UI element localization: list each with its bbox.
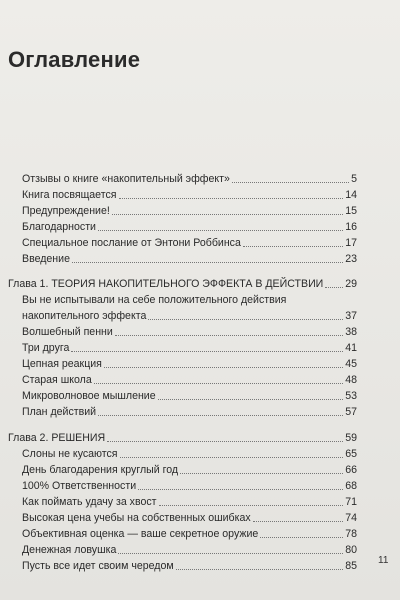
dot-leader [98, 230, 343, 231]
dot-leader [98, 415, 343, 416]
dot-leader [118, 553, 343, 554]
toc-entry-label: Цепная реакция [22, 358, 102, 370]
toc-entry-label: Пусть все идет своим чередом [22, 560, 174, 572]
toc-entry-label: Денежная ловушка [22, 544, 117, 556]
toc-entry-page: 45 [345, 358, 357, 370]
toc-entry-page: 80 [345, 544, 357, 556]
toc-entry-label: План действий [22, 406, 97, 418]
toc-entry-page: 53 [345, 390, 357, 402]
toc-entry [22, 374, 357, 387]
toc-entry [22, 358, 357, 371]
toc-entry [22, 253, 357, 266]
toc-entry-label: День благодарения круглый год [22, 464, 179, 476]
toc-entry-page: 65 [345, 448, 357, 460]
toc-entry [22, 496, 357, 509]
dot-leader [138, 489, 343, 490]
toc-entry-page: 48 [345, 374, 357, 386]
dot-leader [107, 441, 343, 442]
toc-entry-page: 38 [345, 326, 357, 338]
chapter-page: 59 [345, 432, 357, 444]
toc-entry [22, 560, 357, 573]
toc-entry [22, 326, 357, 339]
toc-entry-page: 71 [345, 496, 357, 508]
dot-leader [159, 505, 344, 506]
toc-entry-label: Благодарности [22, 221, 96, 233]
toc-entry-label: Старая школа [22, 374, 92, 386]
toc-entry-label: Введение [22, 253, 70, 265]
dot-leader [243, 246, 343, 247]
toc-entry-page: 57 [345, 406, 357, 418]
toc-entry-label: Высокая цена учебы на собственных ошибках [22, 512, 251, 524]
toc-entry-label: Книга посвящается [22, 189, 117, 201]
toc-entry [22, 173, 357, 186]
toc-entry-label: Объективная оценка — ваше секретное оружие [22, 528, 259, 540]
dot-leader [71, 351, 343, 352]
toc-entry-page: 15 [345, 205, 357, 217]
dot-leader [120, 457, 344, 458]
toc-entry-label: накопительного эффекта [22, 310, 147, 322]
toc-entry [22, 480, 357, 493]
page-title: Оглавление [8, 47, 141, 72]
toc-entry-page: 17 [345, 237, 357, 249]
toc-entry [22, 406, 357, 419]
toc-entry [22, 390, 357, 403]
toc-entry-label: Как поймать удачу за хвост [22, 496, 157, 508]
toc-entry-label: Микроволновое мышление [22, 390, 156, 402]
toc-entry-page: 5 [351, 173, 357, 185]
chapter-label: Глава 2. РЕШЕНИЯ [8, 432, 106, 444]
toc-entry-page: 14 [345, 189, 357, 201]
toc-entry-page: 66 [345, 464, 357, 476]
dot-leader [104, 367, 343, 368]
toc-entry-page: 37 [345, 310, 357, 322]
toc-entry [22, 310, 357, 323]
dot-leader [180, 473, 343, 474]
toc-entry-page: 85 [345, 560, 357, 572]
toc-entry-label: Специальное послание от Энтони Роббинса [22, 237, 241, 249]
toc-entry [22, 512, 357, 525]
toc-entry [22, 528, 357, 541]
dot-leader [72, 262, 343, 263]
toc-entry-page: 78 [345, 528, 357, 540]
page-number: 11 [378, 555, 389, 566]
dot-leader [112, 214, 343, 215]
toc-entry-page: 74 [345, 512, 357, 524]
toc-entry [22, 205, 357, 218]
toc-entry [22, 221, 357, 234]
dot-leader [176, 569, 344, 570]
dot-leader [119, 198, 344, 199]
toc-entry-label: Предупреждение! [22, 205, 110, 217]
toc-entry-page: 16 [345, 221, 357, 233]
toc-entry [22, 464, 357, 477]
toc-entry-label: Слоны не кусаются [22, 448, 118, 460]
toc-entry-page: 68 [345, 480, 357, 492]
toc-entry-label: Три друга [22, 342, 70, 354]
chapter-heading [8, 278, 357, 291]
toc-entry [22, 448, 357, 461]
dot-leader [94, 383, 343, 384]
toc-entry-first-line: Вы не испытывали на себе положительного действия [22, 294, 287, 306]
dot-leader [115, 335, 343, 336]
toc-entry [22, 237, 357, 250]
dot-leader [260, 537, 343, 538]
toc-entry-page: 41 [345, 342, 357, 354]
chapter-label: Глава 1. ТЕОРИЯ НАКОПИТЕЛЬНОГО ЭФФЕКТА В ДЕЙСТВИИ [8, 278, 324, 290]
dot-leader [325, 287, 343, 288]
dot-leader [148, 319, 343, 320]
toc-entry [22, 189, 357, 202]
toc-entry-label: Отзывы о книге «накопительный эффект» [22, 173, 230, 185]
dot-leader [232, 182, 349, 183]
toc-entry [22, 342, 357, 355]
dot-leader [253, 521, 344, 522]
dot-leader [158, 399, 344, 400]
chapter-page: 29 [345, 278, 357, 290]
toc-entry-page: 23 [345, 253, 357, 265]
toc-entry-label: 100% Ответственности [22, 480, 137, 492]
toc-entry-label: Волшебный пенни [22, 326, 113, 338]
chapter-heading [8, 432, 357, 445]
toc-entry [22, 544, 357, 557]
